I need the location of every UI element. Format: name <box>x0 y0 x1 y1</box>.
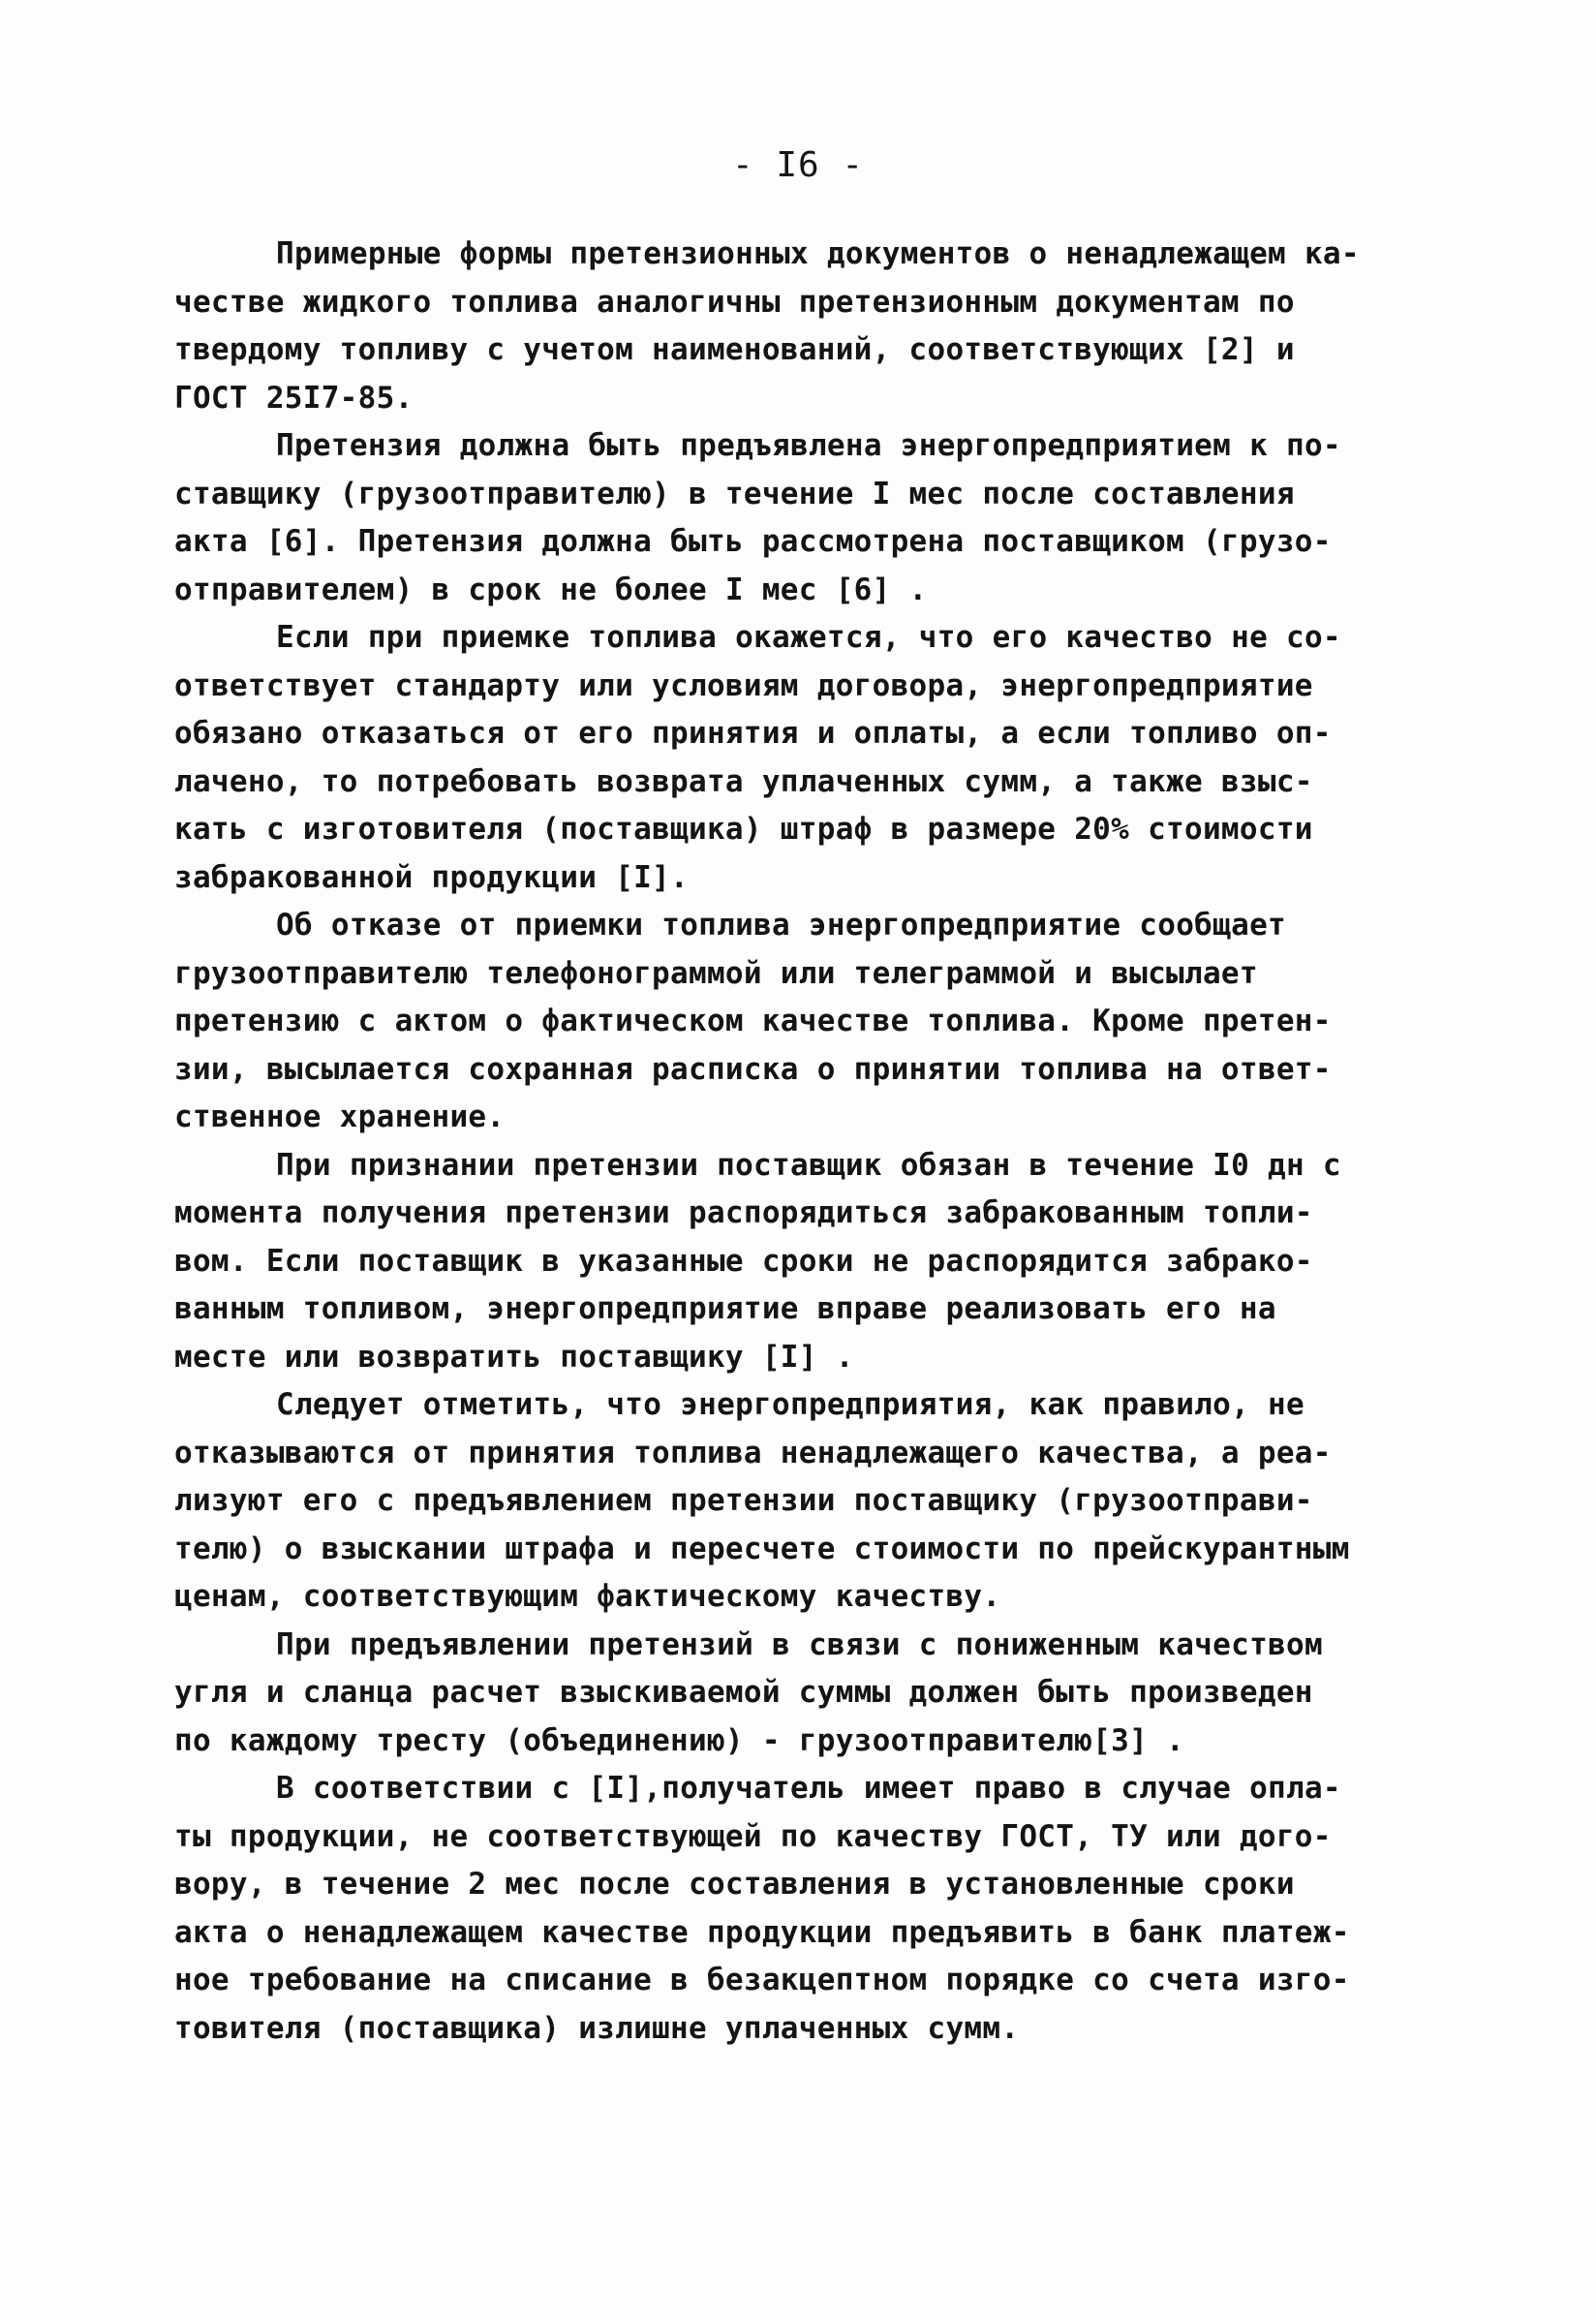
text-line: месте или возвратить поставщику [I] . <box>174 1339 854 1375</box>
text-line: ное требование на списание в безакцептном порядке со счета изго- <box>174 1963 1350 1997</box>
paragraph-3 <box>174 614 1462 902</box>
paragraph-5 <box>174 1142 1462 1382</box>
text-line: обязано отказаться от его принятия и оплаты, а если топливо оп- <box>174 716 1332 751</box>
text-line: кать с изготовителя (поставщика) штраф в размере 20% стоимости <box>174 812 1313 847</box>
text-line: ты продукции, не соответствующей по качеству ГОСТ, ТУ или дого- <box>174 1818 1332 1854</box>
text-line: зии, высылается сохранная расписка о принятии топлива на ответ- <box>174 1051 1332 1087</box>
text-line: При предъявлении претензий в связи с пониженным качеством <box>276 1626 1323 1662</box>
text-line: ванным топливом, энергопредприятие вправе реализовать его на <box>174 1291 1276 1326</box>
text-line: Следует отметить, что энергопредприятия, как правило, не <box>276 1387 1304 1422</box>
paragraph-2 <box>174 422 1462 614</box>
paragraph-7 <box>174 1622 1462 1766</box>
text-line: угля и сланца расчет взыскиваемой суммы должен быть произведен <box>174 1675 1313 1710</box>
text-line: момента получения претензии распорядиться забракованным топли- <box>174 1195 1313 1230</box>
text-line: вом. Если поставщик в указанные сроки не распорядится забрако- <box>174 1243 1313 1279</box>
text-line: акта о ненадлежащем качестве продукции предъявить в банк платеж- <box>174 1914 1350 1950</box>
paragraph-8 <box>174 1765 1462 2053</box>
text-line: твердому топливу с учетом наименований, соответствующих [2] и <box>174 332 1295 367</box>
text-line: отправителем) в срок не более I мес [6] . <box>174 572 928 607</box>
text-line: лачено, то потребовать возврата уплаченных сумм, а также взыс- <box>174 763 1313 799</box>
text-line: ственное хранение. <box>174 1099 506 1134</box>
paragraph-1 <box>174 231 1462 422</box>
text-line: вору, в течение 2 мес после составления в установленные сроки <box>174 1867 1295 1902</box>
text-line: Примерные формы претензионных документов о ненадлежащем ка- <box>276 236 1360 271</box>
text-line: телю) о взыскании штрафа и пересчете стоимости по прейскурантным <box>174 1531 1350 1566</box>
text-line: акта [6]. Претензия должна быть рассмотрена поставщиком (грузо- <box>174 524 1332 559</box>
text-line: по каждому тресту (объединению) - грузоотправителю[3] . <box>174 1722 1184 1758</box>
text-line: В соответствии с [I],получатель имеет право в случае опла- <box>276 1771 1341 1806</box>
text-line: грузоотправителю телефонограммой или телеграммой и высылает <box>174 955 1258 991</box>
text-line: ценам, соответствующим фактическому качеству. <box>174 1579 1001 1614</box>
text-line: забракованной продукции [I]. <box>174 859 689 895</box>
text-line: ГОСТ 25I7-85. <box>174 380 414 416</box>
text-line: претензию с актом о фактическом качестве топлива. Кроме претен- <box>174 1004 1332 1038</box>
text-line: лизуют его с предъявлением претензии поставщику (грузоотправи- <box>174 1483 1313 1518</box>
text-line: Претензия должна быть предъявлена энергопредприятием к по- <box>276 428 1341 463</box>
text-line: ответствует стандарту или условиям договора, энергопредприятие <box>174 667 1313 703</box>
text-line: товителя (поставщика) излишне уплаченных сумм. <box>174 2010 1020 2046</box>
text-line: При признании претензии поставщик обязан в течение I0 дн с <box>276 1147 1341 1183</box>
text-line: отказываются от принятия топлива ненадлежащего качества, а реа- <box>174 1435 1332 1470</box>
text-line: честве жидкого топлива аналогичны претензионным документам по <box>174 284 1295 320</box>
text-line: Если при приемке топлива окажется, что его качество не со- <box>276 620 1341 655</box>
body-text <box>174 231 1462 2053</box>
paragraph-6 <box>174 1381 1462 1622</box>
text-line: ставщику (грузоотправителю) в течение I мес после составления <box>174 476 1295 511</box>
page-number: - I6 - <box>731 145 865 185</box>
text-line: Об отказе от приемки топлива энергопредприятие сообщает <box>276 908 1286 943</box>
paragraph-4 <box>174 902 1462 1142</box>
